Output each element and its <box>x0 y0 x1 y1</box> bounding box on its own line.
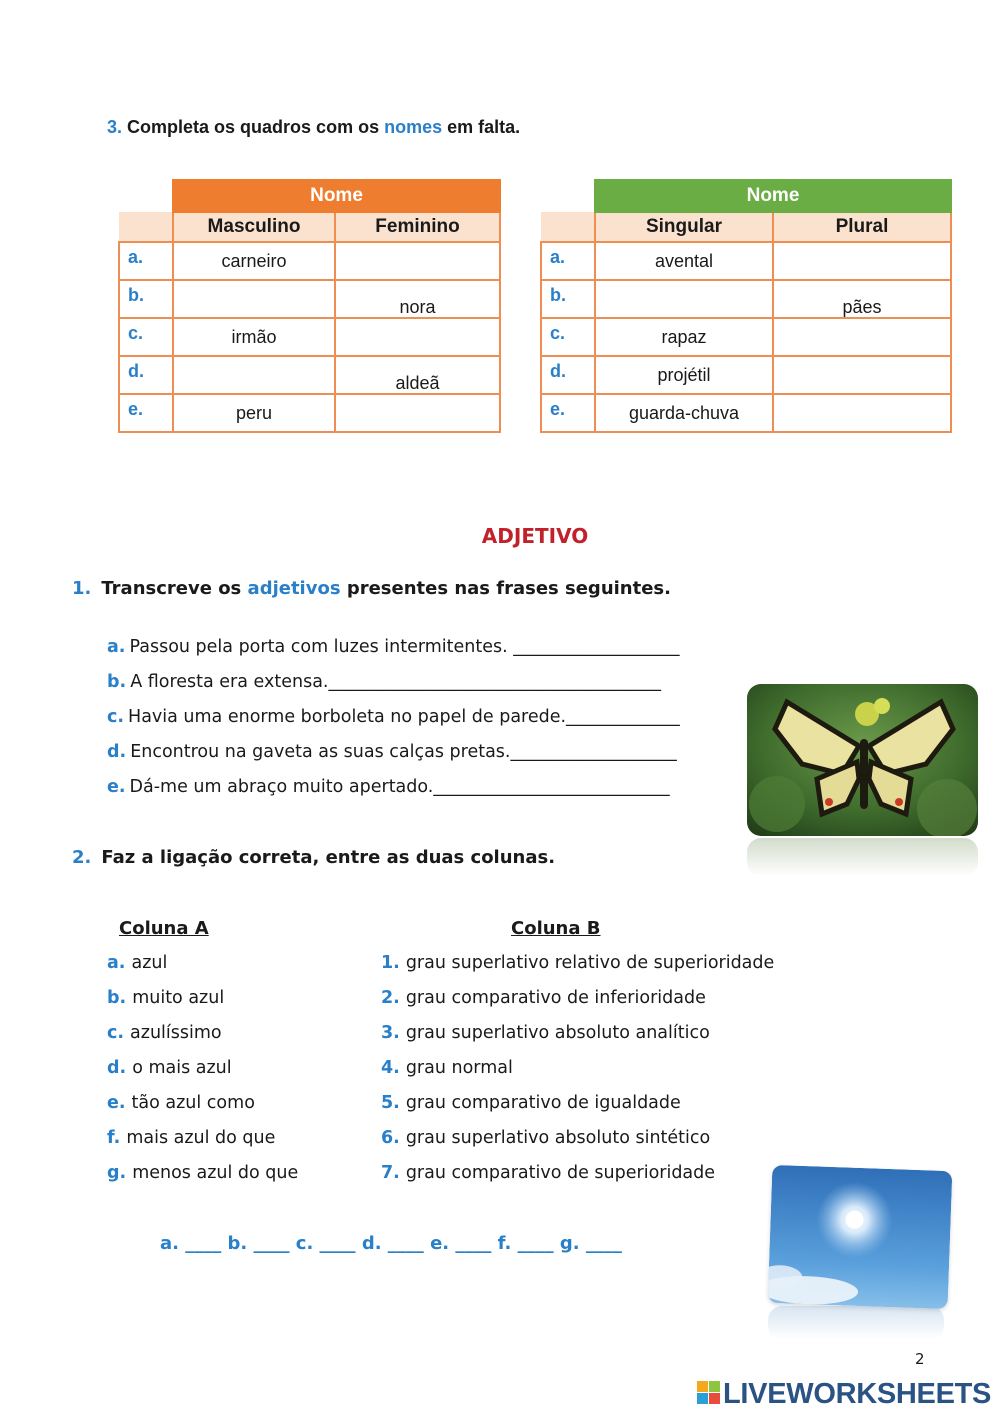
item-letter: f. <box>107 1128 121 1148</box>
item-text: tão azul como <box>131 1093 255 1113</box>
section-title: ADJETIVO <box>481 524 589 548</box>
row-letter: e. <box>541 394 595 432</box>
column-a-item[interactable] <box>107 1093 255 1113</box>
answer-cell[interactable] <box>773 356 951 394</box>
table-row <box>119 280 500 318</box>
sentence-item[interactable] <box>107 742 677 762</box>
row-letter: d. <box>541 356 595 394</box>
row-letter: a. <box>541 242 595 280</box>
cell-value: nora <box>399 296 436 317</box>
row-letter: c. <box>119 318 173 356</box>
row-letter: b. <box>119 280 173 318</box>
item-text: mais azul do que <box>126 1128 276 1148</box>
table-cell: guarda-chuva <box>595 394 773 432</box>
item-text: azul <box>131 953 168 973</box>
answer-cell[interactable] <box>173 356 335 394</box>
table-cell <box>773 280 951 318</box>
question-number: 1. <box>72 578 92 599</box>
item-text: muito azul <box>132 988 225 1008</box>
item-text: grau comparativo de igualdade <box>405 1093 681 1113</box>
answer-line[interactable]: a. ____ b. ____ c. ____ d. ____ e. ____ f. ____ g. ____ <box>160 1233 622 1254</box>
question-2-heading <box>72 847 555 868</box>
column-b-item[interactable] <box>381 1128 710 1148</box>
sun-icon <box>768 1165 953 1309</box>
table-cell: carneiro <box>173 242 335 280</box>
item-text: azulíssimo <box>130 1023 222 1043</box>
row-letter: c. <box>541 318 595 356</box>
column-a-item[interactable] <box>107 1058 232 1078</box>
butterfly-image <box>747 684 978 836</box>
item-letter: c. <box>107 1023 125 1043</box>
item-letter: a. <box>107 953 126 973</box>
column-header-plural: Plural <box>773 212 951 242</box>
item-text: grau comparativo de inferioridade <box>405 988 706 1008</box>
answer-cell[interactable] <box>595 280 773 318</box>
column-a-item[interactable] <box>107 1023 222 1043</box>
column-b-item[interactable] <box>381 1163 715 1183</box>
table-title: Nome <box>595 180 951 212</box>
cell-value: aldeã <box>395 372 440 393</box>
column-b-item[interactable] <box>381 1093 681 1113</box>
table-cell <box>335 280 500 318</box>
sentence-letter: b. <box>107 672 127 692</box>
item-text: grau superlativo absoluto sintético <box>405 1128 711 1148</box>
question-text-suffix: presentes nas frases seguintes. <box>340 578 671 599</box>
exercise-text-prefix: Completa os quadros com os <box>127 117 385 137</box>
table-row <box>541 280 951 318</box>
row-letter: d. <box>119 356 173 394</box>
column-a-title: Coluna A <box>119 918 209 939</box>
sentence-item[interactable] <box>107 672 661 692</box>
question-1-heading <box>72 578 671 599</box>
sentence-item[interactable] <box>107 777 670 797</box>
table-row <box>541 394 951 432</box>
item-number: 2. <box>381 988 400 1008</box>
table-row <box>119 242 500 280</box>
item-number: 6. <box>381 1128 400 1148</box>
item-letter: b. <box>107 988 127 1008</box>
sentence-letter: a. <box>107 637 126 657</box>
table-cell <box>335 356 500 394</box>
item-text: grau comparativo de superioridade <box>405 1163 716 1183</box>
sentence-letter: c. <box>107 707 125 727</box>
row-letter: a. <box>119 242 173 280</box>
column-b-item[interactable] <box>381 988 706 1008</box>
question-number: 2. <box>72 847 92 868</box>
item-letter: g. <box>107 1163 127 1183</box>
row-letter: e. <box>119 394 173 432</box>
sentence-letter: d. <box>107 742 127 762</box>
answer-cell[interactable] <box>773 242 951 280</box>
question-highlight: adjetivos <box>247 578 341 599</box>
cell-value: pães <box>842 296 882 317</box>
table-row <box>119 394 500 432</box>
column-a-item[interactable] <box>107 988 224 1008</box>
sentence-item[interactable] <box>107 637 679 657</box>
liveworksheets-logo[interactable] <box>697 1378 991 1411</box>
sky-image <box>768 1165 953 1309</box>
exercise-highlight: nomes <box>384 117 443 137</box>
item-text: o mais azul <box>132 1058 232 1078</box>
item-number: 4. <box>381 1058 400 1078</box>
number-table <box>540 179 952 433</box>
column-b-item[interactable] <box>381 953 774 973</box>
item-number: 7. <box>381 1163 400 1183</box>
exercise-3-heading <box>107 117 520 138</box>
column-header-singular: Singular <box>595 212 773 242</box>
question-text: Faz a ligação correta, entre as duas colunas. <box>101 847 556 868</box>
table-cell: peru <box>173 394 335 432</box>
answer-cell[interactable] <box>173 280 335 318</box>
answer-cell[interactable] <box>773 318 951 356</box>
sentence-letter: e. <box>107 777 126 797</box>
sentence-text: Encontrou na gaveta as suas calças pretas.___________________ <box>130 742 677 762</box>
column-a-item[interactable] <box>107 1128 275 1148</box>
column-a-item[interactable] <box>107 1163 298 1183</box>
table-row <box>541 318 951 356</box>
column-a-item[interactable] <box>107 953 167 973</box>
image-reflection <box>768 1306 944 1340</box>
item-number: 1. <box>381 953 400 973</box>
answer-cell[interactable] <box>335 242 500 280</box>
column-b-title: Coluna B <box>511 918 601 939</box>
gender-table <box>118 179 501 433</box>
item-letter: e. <box>107 1093 126 1113</box>
image-reflection <box>747 838 978 876</box>
sentence-text: A floresta era extensa.______________________________________ <box>130 672 661 692</box>
sentence-item[interactable] <box>107 707 680 727</box>
item-text: grau superlativo absoluto analítico <box>405 1023 710 1043</box>
column-b-item[interactable] <box>381 1058 513 1078</box>
item-number: 3. <box>381 1023 400 1043</box>
logo-text: LIVEWORKSHEETS <box>723 1378 992 1410</box>
page-number: 2 <box>915 1350 925 1368</box>
exercise-text-suffix: em falta. <box>442 117 521 137</box>
logo-mark-icon <box>697 1381 720 1404</box>
table-title: Nome <box>173 180 500 212</box>
exercise-number: 3. <box>107 117 123 137</box>
table-cell: avental <box>595 242 773 280</box>
table-cell: rapaz <box>595 318 773 356</box>
item-text: grau normal <box>405 1058 513 1078</box>
question-text-prefix: Transcreve os <box>101 578 248 599</box>
table-cell: irmão <box>173 318 335 356</box>
sentence-text: Dá-me um abraço muito apertado.___________________________ <box>129 777 670 797</box>
sentence-text: Passou pela porta com luzes intermitentes. ___________________ <box>129 637 680 657</box>
column-b-item[interactable] <box>381 1023 710 1043</box>
table-row <box>119 318 500 356</box>
table-cell: projétil <box>595 356 773 394</box>
table-row <box>541 356 951 394</box>
table-row <box>541 242 951 280</box>
row-letter: b. <box>541 280 595 318</box>
table-row <box>119 356 500 394</box>
answer-cell[interactable] <box>773 394 951 432</box>
butterfly-icon <box>747 684 978 836</box>
item-letter: d. <box>107 1058 127 1078</box>
item-number: 5. <box>381 1093 400 1113</box>
item-text: grau superlativo relativo de superioridade <box>405 953 775 973</box>
column-header-feminino: Feminino <box>335 212 500 242</box>
sentence-text: Havia uma enorme borboleta no papel de parede._____________ <box>128 707 680 727</box>
answer-cell[interactable] <box>335 394 500 432</box>
item-text: menos azul do que <box>132 1163 299 1183</box>
column-header-masculino: Masculino <box>173 212 335 242</box>
answer-cell[interactable] <box>335 318 500 356</box>
